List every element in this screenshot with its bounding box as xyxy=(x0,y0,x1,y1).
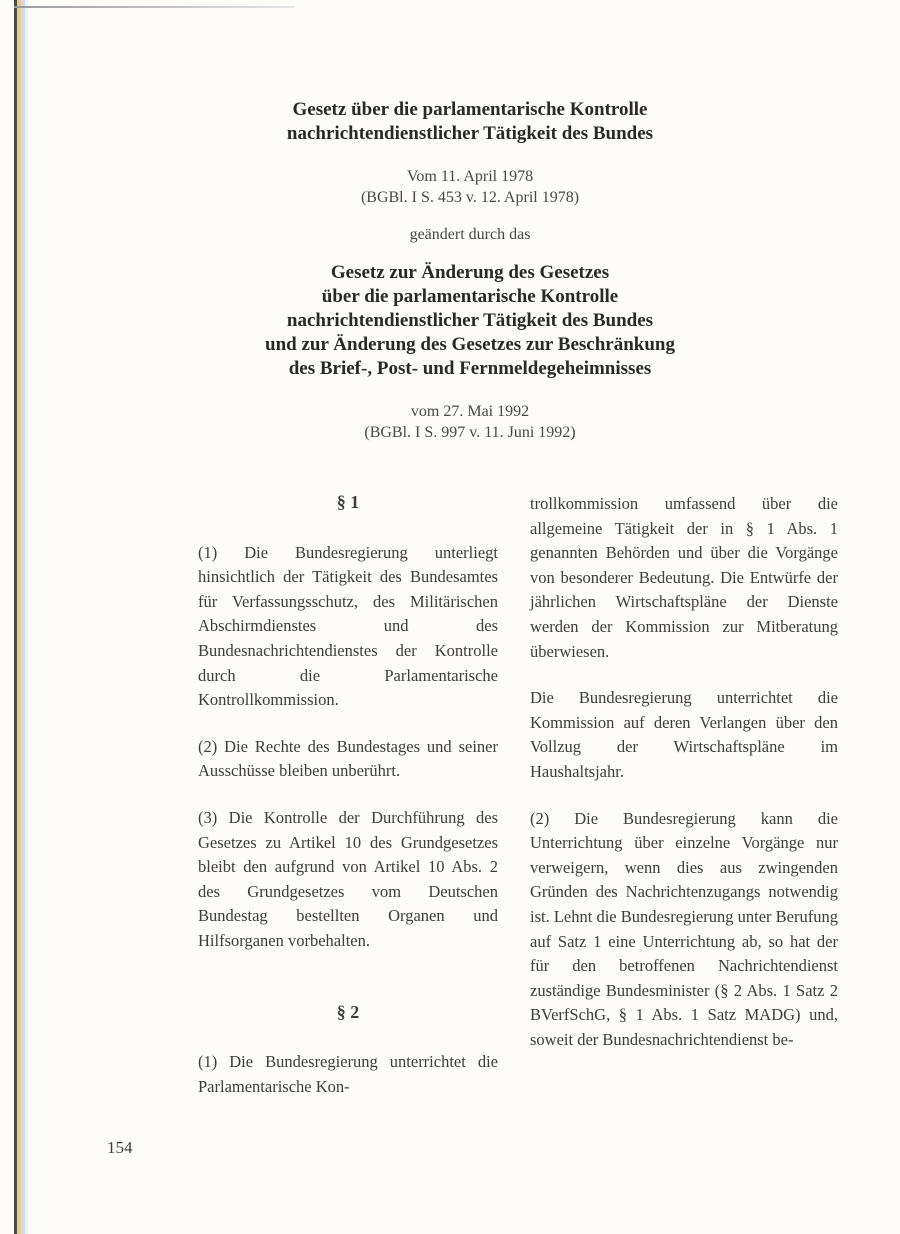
amendment-title-line: und zur Änderung des Gesetzes zur Beschränkung xyxy=(265,334,675,355)
amendment-title-line: Gesetz zur Änderung des Gesetzes xyxy=(330,262,610,283)
amendment-title-line: über die parlamentarische Kontrolle xyxy=(321,286,619,307)
amendment-reference: (BGBl. I S. 997 v. 11. Juni 1992) xyxy=(364,424,576,441)
paragraph: Die Bundesregierung unterrichtet die Kommission auf deren Verlangen über den Vollzug der Wirtschaftspläne im Haushaltsjahr. xyxy=(530,688,838,781)
right-column xyxy=(530,492,838,1074)
paragraph: (1) Die Bundesregierung unterrichtet die Parlamentarische Kon- xyxy=(198,1052,498,1096)
section-heading-1: § 1 xyxy=(336,492,360,512)
page-edge-band xyxy=(14,0,28,1234)
amendment-title-line: des Brief-, Post- und Fernmeldegeheimnisses xyxy=(288,358,652,379)
left-column xyxy=(198,490,498,1121)
paragraph: trollkommission umfassend über die allgemeine Tätigkeit der in § 1 Abs. 1 genannten Behörden und über die Vorgänge von besonderer Bedeutung. Die Entwürfe der jährlichen Wirtschaftspläne der Dienste werden der Kommission zur Mitberatung überwiesen. xyxy=(530,494,838,661)
paragraph: (2) Die Bundesregierung kann die Unterrichtung über einzelne Vorgänge nur verweigern, wenn dies aus zwingenden Gründen des Nachrichtenzugangs notwendig ist. Lehnt die Bundesregierung unter Berufung auf Satz 1 eine Unterrichtung ab, so hat der für den betroffenen Nachrichtendienst zuständige Bundesminister (§ 2 Abs. 1 Satz 2 BVerfSchG, § 1 Abs. 1 Satz MADG) und, soweit der Bundesnachrichtendienst be- xyxy=(530,808,838,1049)
amendment-title-line: nachrichtendienstlicher Tätigkeit des Bundes xyxy=(286,310,654,331)
law-reference: (BGBl. I S. 453 v. 12. April 1978) xyxy=(360,189,580,206)
page-edge-top-line xyxy=(14,6,294,8)
paragraph: (3) Die Kontrolle der Durchführung des Gesetzes zu Artikel 10 des Grundgesetzes bleibt den aufgrund von Artikel 10 Abs. 2 des Grundgesetzes vom Deutschen Bundestag bestellten Organen und Hilfsorganen vorbehalten. xyxy=(198,807,498,950)
amended-by-label: geändert durch das xyxy=(409,226,531,243)
amendment-date: vom 27. Mai 1992 xyxy=(410,403,530,420)
paragraph: (2) Die Rechte des Bundestages und seiner Ausschüsse bleiben unberührt. xyxy=(198,736,498,781)
paragraph: (1) Die Bundesregierung unterliegt hinsichtlich der Tätigkeit des Bundesamtes für Verfassungsschutz, des Militärischen Abschirmdienstes und des Bundesnachrichtendienstes der Kontrolle durch die Parlamentarische Kontrollkommission. xyxy=(198,542,498,710)
page-number: 154 xyxy=(107,1138,133,1157)
law-date: Vom 11. April 1978 xyxy=(406,168,534,185)
section-heading-2: § 2 xyxy=(336,1001,360,1022)
law-title-line: nachrichtendienstlicher Tätigkeit des Bundes xyxy=(286,123,654,144)
document-header xyxy=(210,98,730,443)
law-title-line: Gesetz über die parlamentarische Kontrolle xyxy=(292,99,648,120)
